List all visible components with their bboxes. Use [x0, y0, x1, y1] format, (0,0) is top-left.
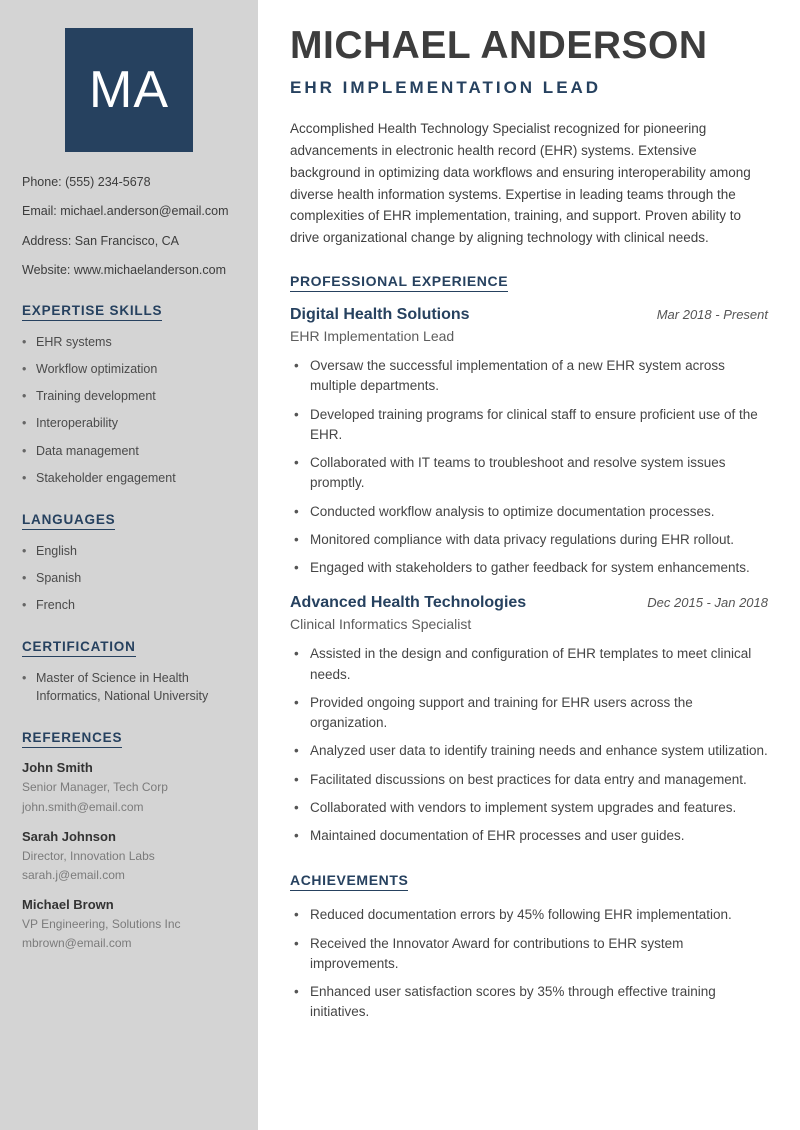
contact-section	[22, 174, 236, 278]
job-bullet: • Maintained documentation of EHR processes and user guides.	[294, 826, 768, 846]
job-bullet: • Conducted workflow analysis to optimize documentation processes.	[294, 502, 768, 522]
reference-email: mbrown@email.com	[22, 936, 132, 951]
skill-item: • Workflow optimization	[22, 360, 236, 378]
job-bullet: • Assisted in the design and configuration of EHR templates to meet clinical needs.	[294, 644, 768, 685]
achievement-item: • Enhanced user satisfaction scores by 35% through effective training initiatives.	[294, 982, 768, 1023]
skill-item: • Interoperability	[22, 414, 236, 432]
reference-name: Michael Brown	[22, 897, 114, 913]
job-bullet-list	[290, 356, 768, 578]
job-role: Clinical Informatics Specialist	[290, 616, 472, 633]
skill-item: • Stakeholder engagement	[22, 469, 236, 487]
reference-role: VP Engineering, Solutions Inc	[22, 917, 181, 932]
job-bullet-list	[290, 644, 768, 846]
languages-heading: LANGUAGES	[22, 512, 115, 530]
achievements-section	[290, 872, 768, 1022]
person-title: EHR IMPLEMENTATION LEAD	[290, 78, 602, 97]
contact-email: Email: michael.anderson@email.com	[22, 204, 229, 219]
job-bullet: • Provided ongoing support and training for EHR users across the organization.	[294, 693, 768, 734]
job-bullet: • Facilitated discussions on best practices for data entry and management.	[294, 770, 768, 790]
job-bullet: • Analyzed user data to identify training needs and enhance system utilization.	[294, 741, 768, 761]
skills-list	[22, 333, 236, 487]
summary-text: Accomplished Health Technology Specialist recognized for pioneering advancements in electronic health record (EHR) systems. Extensive background in optimizing data workflows and ensuring interoperability among diverse health information systems. Expertise in leading teams through the complexities of EHR implementation, training, and support. Proven ability to drive organizational change by aligning technology with clinical needs.	[290, 121, 751, 246]
language-item: • Spanish	[22, 569, 236, 587]
reference-item	[22, 760, 236, 814]
experience-section	[290, 273, 768, 846]
job-dates: Dec 2015 - Jan 2018	[647, 595, 768, 611]
language-item: • English	[22, 542, 236, 560]
job-entry	[290, 306, 768, 578]
reference-email: john.smith@email.com	[22, 799, 144, 814]
job-bullet: • Oversaw the successful implementation of a new EHR system across multiple departments.	[294, 356, 768, 397]
job-role: EHR Implementation Lead	[290, 328, 455, 345]
references-section	[22, 729, 236, 951]
sidebar	[0, 0, 258, 1130]
achievements-list	[290, 905, 768, 1022]
certification-item: • Master of Science in Health Informatics, National University	[22, 669, 236, 705]
job-bullet: • Developed training programs for clinical staff to ensure proficient use of the EHR.	[294, 405, 768, 446]
certification-section	[22, 638, 236, 705]
contact-website: Website: www.michaelanderson.com	[22, 262, 227, 277]
job-header	[290, 594, 768, 612]
job-bullet: • Collaborated with vendors to implement system upgrades and features.	[294, 798, 768, 818]
skills-heading: EXPERTISE SKILLS	[22, 303, 162, 321]
languages-list	[22, 542, 236, 614]
achievements-heading: ACHIEVEMENTS	[290, 872, 408, 891]
reference-email: sarah.j@email.com	[22, 867, 125, 882]
job-bullet: • Engaged with stakeholders to gather feedback for system enhancements.	[294, 558, 768, 578]
job-bullet: • Monitored compliance with data privacy regulations during EHR rollout.	[294, 530, 768, 550]
reference-name: John Smith	[22, 760, 93, 776]
reference-item	[22, 829, 236, 883]
achievement-item: • Reduced documentation errors by 45% following EHR implementation.	[294, 905, 768, 925]
monogram-badge	[65, 28, 193, 152]
main-content	[258, 0, 800, 1130]
job-entry	[290, 594, 768, 846]
certification-list	[22, 669, 236, 705]
certification-heading: CERTIFICATION	[22, 639, 136, 657]
job-company: Digital Health Solutions	[290, 306, 470, 324]
reference-name: Sarah Johnson	[22, 828, 116, 844]
contact-phone: Phone: (555) 234-5678	[22, 175, 151, 189]
reference-role: Senior Manager, Tech Corp	[22, 780, 168, 795]
reference-item	[22, 897, 236, 951]
experience-heading: PROFESSIONAL EXPERIENCE	[290, 273, 508, 292]
achievement-item: • Received the Innovator Award for contributions to EHR system improvements.	[294, 934, 768, 975]
skill-item: • Data management	[22, 442, 236, 460]
reference-role: Director, Innovation Labs	[22, 848, 155, 863]
monogram-initials: MA	[89, 61, 169, 119]
person-name: MICHAEL ANDERSON	[290, 24, 708, 67]
language-item: • French	[22, 596, 236, 614]
skills-section	[22, 302, 236, 487]
job-company: Advanced Health Technologies	[290, 594, 527, 612]
job-dates: Mar 2018 - Present	[656, 307, 768, 323]
job-header	[290, 306, 768, 324]
skill-item: • Training development	[22, 387, 236, 405]
references-heading: REFERENCES	[22, 730, 122, 748]
skill-item: • EHR systems	[22, 333, 236, 351]
contact-address: Address: San Francisco, CA	[22, 233, 180, 248]
job-bullet: • Collaborated with IT teams to troubleshoot and resolve system issues promptly.	[294, 453, 768, 494]
languages-section	[22, 511, 236, 614]
